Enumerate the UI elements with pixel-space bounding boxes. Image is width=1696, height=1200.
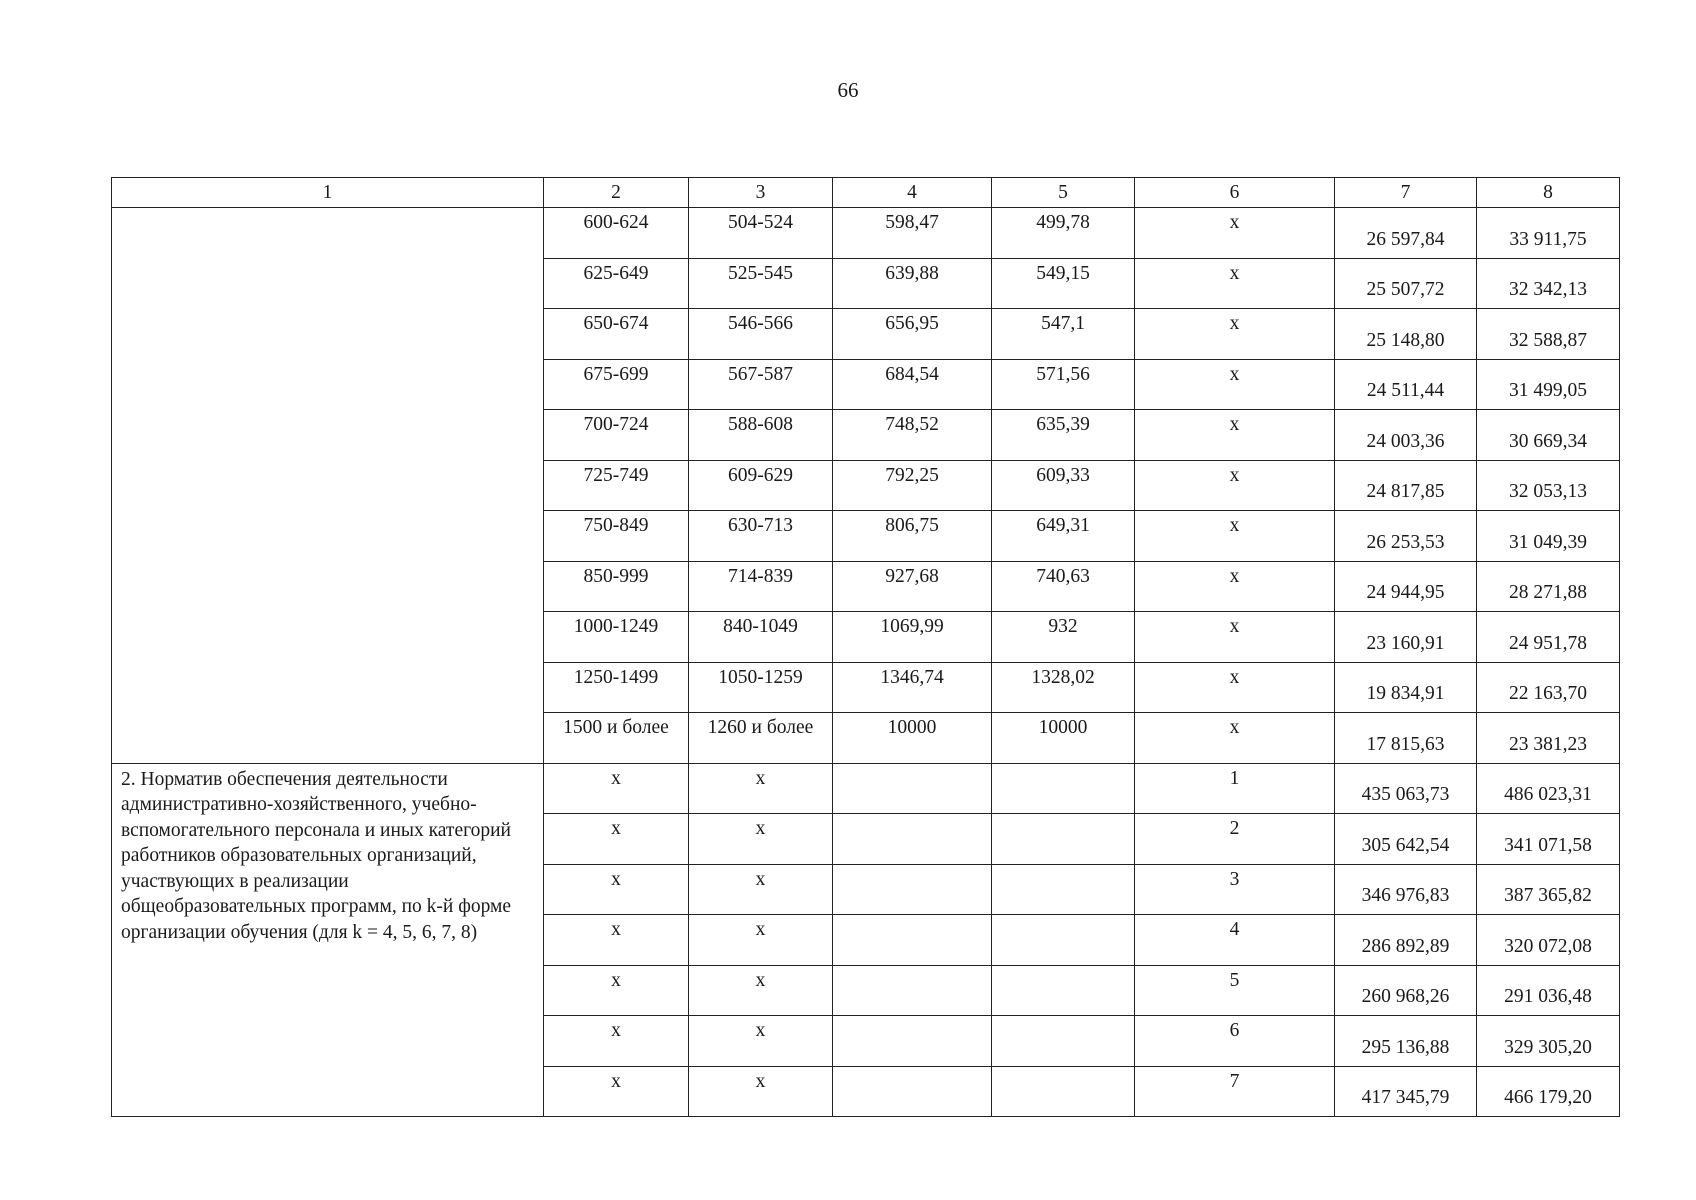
table-cell: 504-524 — [689, 208, 833, 259]
table-cell: 525-545 — [689, 258, 833, 309]
table-cell — [992, 965, 1135, 1016]
table-cell: x — [1135, 713, 1335, 764]
table-cell: 1 — [1135, 763, 1335, 814]
table-cell: 649,31 — [992, 511, 1135, 562]
table-cell: 24 951,78 — [1477, 612, 1620, 663]
table-cell: 28 271,88 — [1477, 561, 1620, 612]
table-cell: 656,95 — [833, 309, 992, 360]
table-cell: 24 944,95 — [1335, 561, 1477, 612]
table-cell: 329 305,20 — [1477, 1016, 1620, 1067]
table-cell: 588-608 — [689, 410, 833, 461]
table-cell: x — [544, 915, 689, 966]
table-cell: 387 365,82 — [1477, 864, 1620, 915]
table-cell: 435 063,73 — [1335, 763, 1477, 814]
table-cell: 806,75 — [833, 511, 992, 562]
table-cell: 24 817,85 — [1335, 460, 1477, 511]
section-1-label-cell — [112, 208, 544, 764]
table-cell: 10000 — [992, 713, 1135, 764]
table-cell: 609,33 — [992, 460, 1135, 511]
table-cell — [992, 915, 1135, 966]
table-cell: x — [544, 1016, 689, 1067]
table-cell: 4 — [1135, 915, 1335, 966]
table-cell: x — [689, 763, 833, 814]
table-cell: 25 148,80 — [1335, 309, 1477, 360]
table-cell: 598,47 — [833, 208, 992, 259]
table-cell: 7 — [1135, 1066, 1335, 1117]
column-header: 7 — [1335, 178, 1477, 208]
data-table — [111, 177, 1620, 1117]
table-cell: 630-713 — [689, 511, 833, 562]
table-cell: 567-587 — [689, 359, 833, 410]
table-cell: 32 053,13 — [1477, 460, 1620, 511]
table-cell: 286 892,89 — [1335, 915, 1477, 966]
table-cell: 22 163,70 — [1477, 662, 1620, 713]
table-cell: 26 597,84 — [1335, 208, 1477, 259]
table-cell: x — [1135, 662, 1335, 713]
table-cell: 291 036,48 — [1477, 965, 1620, 1016]
table-cell: 675-699 — [544, 359, 689, 410]
table-cell: 850-999 — [544, 561, 689, 612]
table-cell: 635,39 — [992, 410, 1135, 461]
table-cell: 24 003,36 — [1335, 410, 1477, 461]
table-cell: 24 511,44 — [1335, 359, 1477, 410]
table-cell: x — [544, 864, 689, 915]
table-cell: 639,88 — [833, 258, 992, 309]
column-header: 4 — [833, 178, 992, 208]
table-cell: 1328,02 — [992, 662, 1135, 713]
table-cell: x — [1135, 612, 1335, 663]
table-cell: 341 071,58 — [1477, 814, 1620, 865]
table-cell: 305 642,54 — [1335, 814, 1477, 865]
table-cell: 625-649 — [544, 258, 689, 309]
table-cell: x — [1135, 309, 1335, 360]
table-cell: 23 381,23 — [1477, 713, 1620, 764]
table-cell: x — [1135, 511, 1335, 562]
table-cell: x — [689, 1066, 833, 1117]
table-cell — [992, 814, 1135, 865]
table-cell: x — [689, 864, 833, 915]
table-cell: x — [1135, 460, 1335, 511]
table-cell: 1500 и более — [544, 713, 689, 764]
table-cell — [833, 1016, 992, 1067]
table-body — [112, 208, 1620, 1117]
table-row — [112, 763, 1620, 814]
table-cell: 549,15 — [992, 258, 1135, 309]
table-cell: 600-624 — [544, 208, 689, 259]
table-cell: x — [544, 1066, 689, 1117]
table-cell: 571,56 — [992, 359, 1135, 410]
table-cell — [833, 915, 992, 966]
table-cell: 750-849 — [544, 511, 689, 562]
table-cell: 547,1 — [992, 309, 1135, 360]
table-cell: 32 342,13 — [1477, 258, 1620, 309]
table-cell: x — [1135, 208, 1335, 259]
table-cell: 1260 и более — [689, 713, 833, 764]
column-header: 8 — [1477, 178, 1620, 208]
column-header: 6 — [1135, 178, 1335, 208]
table-cell — [833, 864, 992, 915]
table-cell — [992, 864, 1135, 915]
column-header: 5 — [992, 178, 1135, 208]
table-cell: x — [544, 965, 689, 1016]
table-cell: 31 499,05 — [1477, 359, 1620, 410]
table-cell — [992, 1016, 1135, 1067]
table-cell: x — [689, 1016, 833, 1067]
table-cell: x — [544, 814, 689, 865]
table-cell: 295 136,88 — [1335, 1016, 1477, 1067]
table-cell: 546-566 — [689, 309, 833, 360]
table-cell: 1250-1499 — [544, 662, 689, 713]
table-cell: x — [544, 763, 689, 814]
column-header: 2 — [544, 178, 689, 208]
table-cell: 792,25 — [833, 460, 992, 511]
table-cell: 23 160,91 — [1335, 612, 1477, 663]
table-cell: 32 588,87 — [1477, 309, 1620, 360]
table-cell: 1000-1249 — [544, 612, 689, 663]
table-cell: 26 253,53 — [1335, 511, 1477, 562]
header-row — [112, 178, 1620, 208]
table-cell — [833, 965, 992, 1016]
column-header: 3 — [689, 178, 833, 208]
table-cell: 932 — [992, 612, 1135, 663]
table-cell — [992, 1066, 1135, 1117]
table-cell: 1346,74 — [833, 662, 992, 713]
table-cell: 714-839 — [689, 561, 833, 612]
table-cell: 3 — [1135, 864, 1335, 915]
table-cell: 346 976,83 — [1335, 864, 1477, 915]
table-cell — [833, 763, 992, 814]
table-cell: 417 345,79 — [1335, 1066, 1477, 1117]
table-cell: x — [1135, 561, 1335, 612]
table-cell: 31 049,39 — [1477, 511, 1620, 562]
table-cell: 609-629 — [689, 460, 833, 511]
table-cell: x — [1135, 359, 1335, 410]
table-cell: 19 834,91 — [1335, 662, 1477, 713]
table-cell: 1050-1259 — [689, 662, 833, 713]
table-cell: 466 179,20 — [1477, 1066, 1620, 1117]
table-row — [112, 208, 1620, 259]
table-cell: 927,68 — [833, 561, 992, 612]
table-cell: 700-724 — [544, 410, 689, 461]
table-cell: 5 — [1135, 965, 1335, 1016]
table-cell: 486 023,31 — [1477, 763, 1620, 814]
table-cell: x — [1135, 410, 1335, 461]
page-number: 66 — [837, 78, 859, 102]
table-cell: 30 669,34 — [1477, 410, 1620, 461]
table-cell: 320 072,08 — [1477, 915, 1620, 966]
table-cell: 499,78 — [992, 208, 1135, 259]
table-cell: 2 — [1135, 814, 1335, 865]
table-cell: 725-749 — [544, 460, 689, 511]
table-cell: 650-674 — [544, 309, 689, 360]
table-cell: 25 507,72 — [1335, 258, 1477, 309]
table-cell: 33 911,75 — [1477, 208, 1620, 259]
table-cell: 17 815,63 — [1335, 713, 1477, 764]
column-header: 1 — [112, 178, 544, 208]
table-cell: 6 — [1135, 1016, 1335, 1067]
table-cell: 1069,99 — [833, 612, 992, 663]
table-header — [112, 178, 1620, 208]
table-cell: x — [1135, 258, 1335, 309]
section-2-label: 2. Норматив обеспечения деятельности административно-хозяйственного, учебно-вспомогательного персонала и иных категорий работников образовательных организаций, участвующих в реализации общеобразовательных программ, по k-й форме организации обучения (для k = 4, 5, 6, 7, 8) — [112, 763, 544, 1117]
table-cell — [992, 763, 1135, 814]
table-cell: 10000 — [833, 713, 992, 764]
table-cell: 740,63 — [992, 561, 1135, 612]
table-cell — [833, 1066, 992, 1117]
table-cell: x — [689, 814, 833, 865]
table-cell: 260 968,26 — [1335, 965, 1477, 1016]
table-cell — [833, 814, 992, 865]
table-cell: 684,54 — [833, 359, 992, 410]
table-cell: 840-1049 — [689, 612, 833, 663]
table-cell: 748,52 — [833, 410, 992, 461]
table-cell: x — [689, 915, 833, 966]
table-cell: x — [689, 965, 833, 1016]
